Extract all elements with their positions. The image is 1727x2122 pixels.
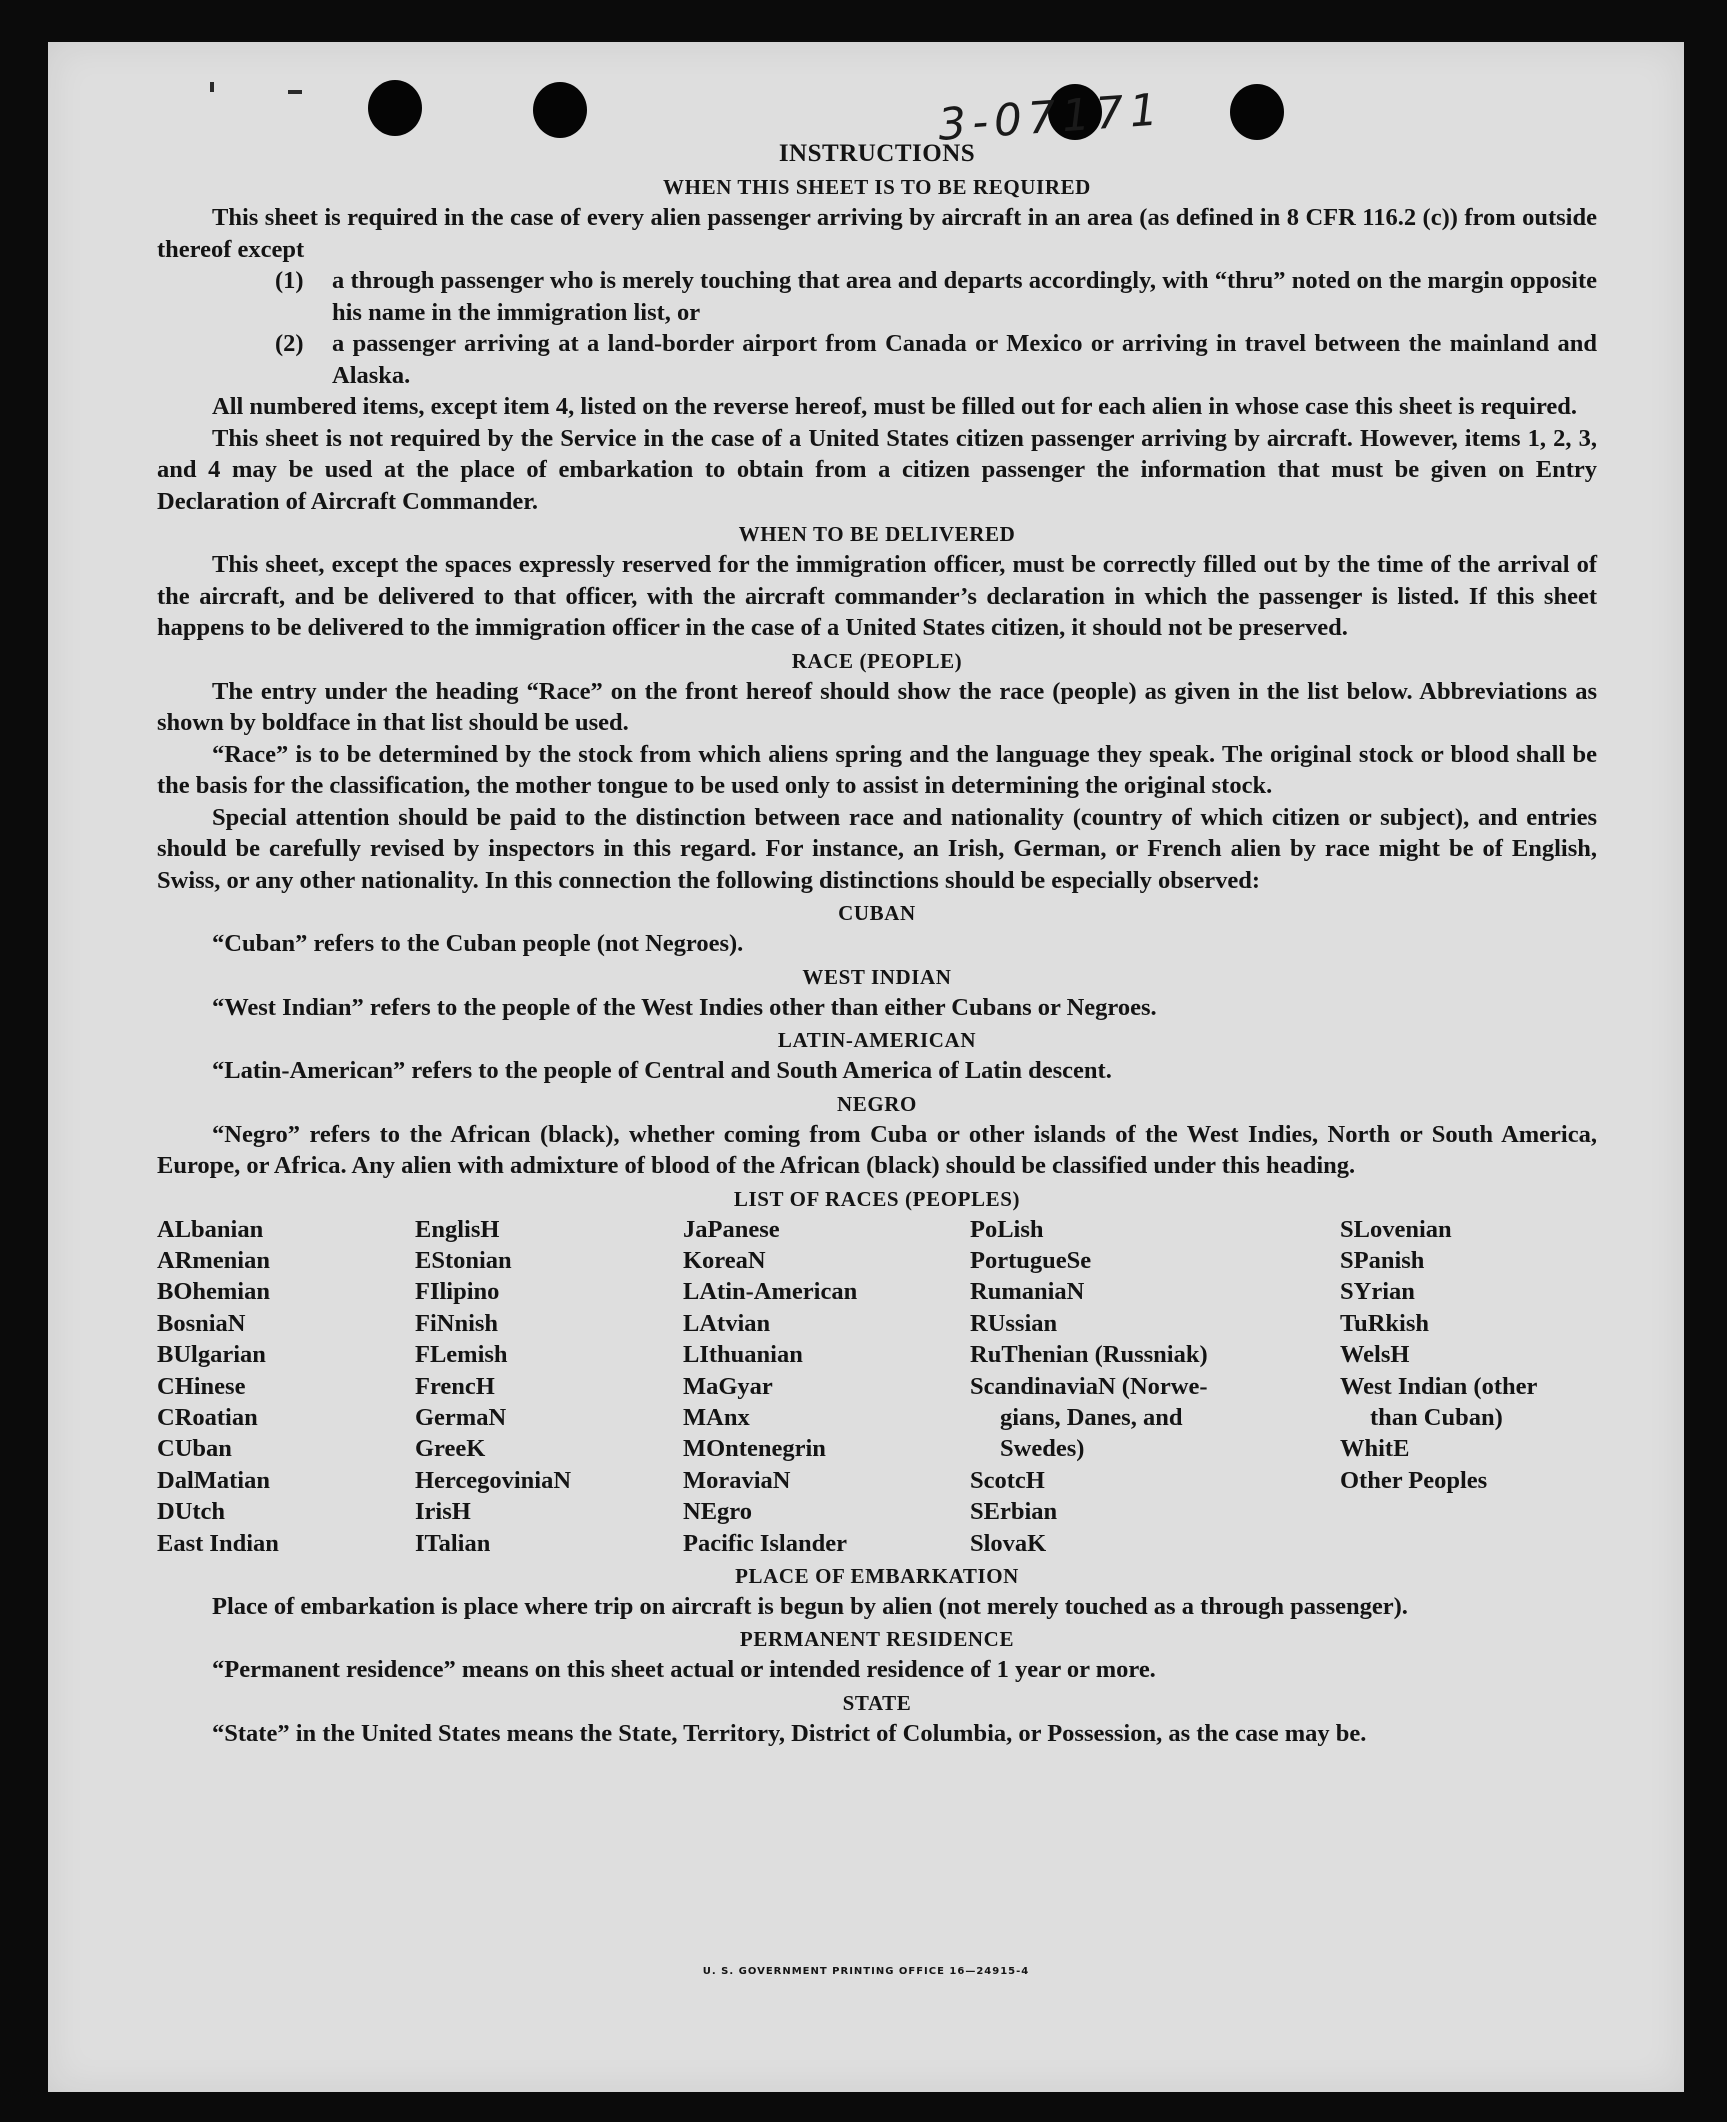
race-item: RuThenian (Russniak) (970, 1341, 1208, 1369)
item-text: a through passenger who is merely touching that area and departs accordingly, with “thru” noted on the margin opposite his name in the immigration list, or (332, 267, 1597, 326)
race-item: ScandinaviaN (Norwe- (970, 1372, 1208, 1400)
race-item-continued: than Cuban) (1370, 1403, 1503, 1431)
race-item: CHinese (157, 1372, 246, 1400)
race-item: BUlgarian (157, 1341, 266, 1369)
printer-footer: U. S. GOVERNMENT PRINTING OFFICE 16—24915-4 (702, 1966, 1030, 1977)
numbered-item (157, 328, 1597, 391)
race-item: DUtch (157, 1498, 226, 1526)
paragraph: “Negro” refers to the African (black), whether coming from Cuba or other islands of the West Indies, North or South America, Europe, or Africa. Any alien with admixture of blood of the African (black) should be classified under this heading. (157, 1120, 1597, 1179)
race-item: CRoatian (157, 1403, 258, 1431)
section-heading: LIST OF RACES (PEOPLES) (733, 1186, 1021, 1211)
paragraph: This sheet is required in the case of every alien passenger arriving by aircraft in an area (as defined in 8 CFR 116.2 (c)) from outside thereof except (157, 204, 1597, 263)
race-item: MaGyar (683, 1372, 773, 1400)
race-column-5 (1340, 1214, 1597, 1559)
race-item: Other Peoples (1340, 1466, 1488, 1494)
race-item: DalMatian (157, 1466, 270, 1494)
race-item: ARmenian (157, 1246, 270, 1274)
section-heading: WHEN TO BE DELIVERED (738, 522, 1016, 546)
race-item: West Indian (other (1340, 1372, 1538, 1400)
paragraph: Place of embarkation is place where trip on aircraft is begun by alien (not merely touched as a through passenger). (212, 1592, 1408, 1620)
race-item-continued: Swedes) (1000, 1435, 1085, 1463)
race-column-3 (683, 1214, 970, 1559)
paragraph: This sheet, except the spaces expressly reserved for the immigration officer, must be correctly filled out by the time of the arrival of the aircraft, and be delivered to that officer, with the aircraft commander’s declaration in which the passenger is listed. If this sheet happens to be delivered to the immigration officer in the case of a United States citizen, it should not be preserved. (157, 551, 1597, 641)
race-item: HercegoviniaN (415, 1466, 572, 1494)
race-item: GreeK (415, 1435, 486, 1463)
paragraph: The entry under the heading “Race” on the front hereof should show the race (people) as given in the list below. Abbreviations as shown by boldface in that list should be used. (157, 677, 1597, 736)
race-item: SYrian (1340, 1278, 1415, 1306)
paragraph: This sheet is not required by the Service in the case of a United States citizen passenger arriving by aircraft. However, items 1, 2, 3, and 4 may be used at the place of embarkation to obtain from a citizen passenger the information that must be given on Entry Declaration of Aircraft Commander. (157, 424, 1597, 515)
section-heading: WHEN THIS SHEET IS TO BE REQUIRED (663, 175, 1091, 199)
race-item: PortugueSe (970, 1246, 1092, 1274)
paragraph: “Latin-American” refers to the people of Central and South America of Latin descent. (212, 1057, 1112, 1084)
race-item: SPanish (1340, 1246, 1425, 1274)
race-item: FLemish (415, 1341, 508, 1369)
race-item: MAnx (683, 1403, 750, 1431)
section-heading: RACE (PEOPLE) (791, 648, 963, 673)
race-item: MoraviaN (683, 1466, 791, 1494)
race-item: EnglisH (415, 1215, 500, 1243)
item-text: a passenger arriving at a land-border airport from Canada or Mexico or arriving in travel between the mainland and Alaska. (332, 330, 1597, 389)
race-item: TuRkish (1340, 1309, 1430, 1337)
race-list (157, 1214, 1597, 1559)
paragraph: “Permanent residence” means on this sheet actual or intended residence of 1 year or more. (212, 1656, 1156, 1684)
race-item: WhitE (1340, 1435, 1410, 1463)
race-item: GermaN (415, 1403, 507, 1431)
paragraph: “Cuban” refers to the Cuban people (not Negroes). (212, 930, 744, 957)
race-column-4 (970, 1214, 1340, 1559)
handwritten-number: 3-07171 (936, 84, 1166, 151)
race-item: FiNnish (415, 1309, 499, 1337)
paragraph: All numbered items, except item 4, listed on the reverse hereof, must be filled out for each alien in whose case this sheet is required. (212, 393, 1578, 420)
item-number: (2) (275, 330, 304, 357)
section-heading: PLACE OF EMBARKATION (735, 1563, 1019, 1588)
race-item: SErbian (970, 1498, 1058, 1526)
race-item: WelsH (1340, 1341, 1410, 1369)
paragraph: “Race” is to be determined by the stock from which aliens spring and the language they speak. The original stock or blood shall be the basis for the classification, the mother tongue to be used only to assist in determining the original stock. (157, 740, 1597, 799)
race-item: FIlipino (415, 1278, 500, 1306)
punch-hole-1 (368, 80, 422, 136)
ink-mark (288, 90, 302, 94)
race-item: SLovenian (1340, 1215, 1452, 1243)
paragraph: “State” in the United States means the State, Territory, District of Columbia, or Possession, as the case may be. (212, 1719, 1367, 1747)
race-item: CUban (157, 1435, 232, 1463)
paragraph: “West Indian” refers to the people of the West Indies other than either Cubans or Negroes. (212, 993, 1157, 1021)
numbered-item (157, 265, 1597, 328)
section-heading: WEST INDIAN (802, 964, 952, 989)
race-item: NEgro (683, 1498, 752, 1526)
punch-hole-4 (1230, 84, 1284, 140)
race-item: East Indian (157, 1529, 279, 1557)
section-heading: STATE (842, 1690, 912, 1715)
race-item: IrisH (415, 1498, 471, 1526)
paragraph: Special attention should be paid to the distinction between race and nationality (country of which citizen or subject), and entries should be carefully revised by inspectors in this regard. For instance, an Irish, German, or French alien by race might be of English, Swiss, or any other nationality. In this connection the following distinctions should be especially observed: (157, 803, 1597, 894)
section-heading: LATIN-AMERICAN (777, 1028, 977, 1052)
race-item: LAtin-American (683, 1278, 858, 1306)
race-item: EStonian (415, 1246, 512, 1274)
item-number: (1) (275, 267, 304, 294)
race-item: LIthuanian (683, 1341, 803, 1369)
race-item: RumaniaN (970, 1278, 1085, 1306)
race-item: KoreaN (683, 1246, 766, 1274)
page-title: INSTRUCTIONS (778, 140, 976, 167)
race-item: PoLish (970, 1215, 1044, 1243)
race-item-continued: gians, Danes, and (1000, 1403, 1183, 1431)
race-item: BosniaN (157, 1309, 246, 1337)
race-item: LAtvian (683, 1309, 771, 1337)
race-column-1 (157, 1214, 415, 1559)
race-item: JaPanese (683, 1215, 780, 1243)
punch-hole-2 (533, 82, 587, 138)
race-item: ALbanian (157, 1215, 264, 1243)
race-item: FrencH (415, 1372, 495, 1400)
race-item: SlovaK (970, 1529, 1047, 1557)
race-item: Pacific Islander (683, 1529, 847, 1557)
race-item: MOntenegrin (683, 1435, 826, 1463)
instructions-body (157, 138, 1597, 1749)
race-column-2 (415, 1214, 683, 1559)
section-heading: PERMANENT RESIDENCE (739, 1627, 1015, 1652)
section-heading: NEGRO (836, 1091, 917, 1116)
race-item: ITalian (415, 1529, 491, 1557)
section-heading: CUBAN (838, 901, 916, 925)
ink-mark (210, 82, 214, 92)
race-item: BOhemian (157, 1278, 270, 1306)
race-item: RUssian (970, 1309, 1058, 1337)
race-item: ScotcH (970, 1466, 1045, 1494)
